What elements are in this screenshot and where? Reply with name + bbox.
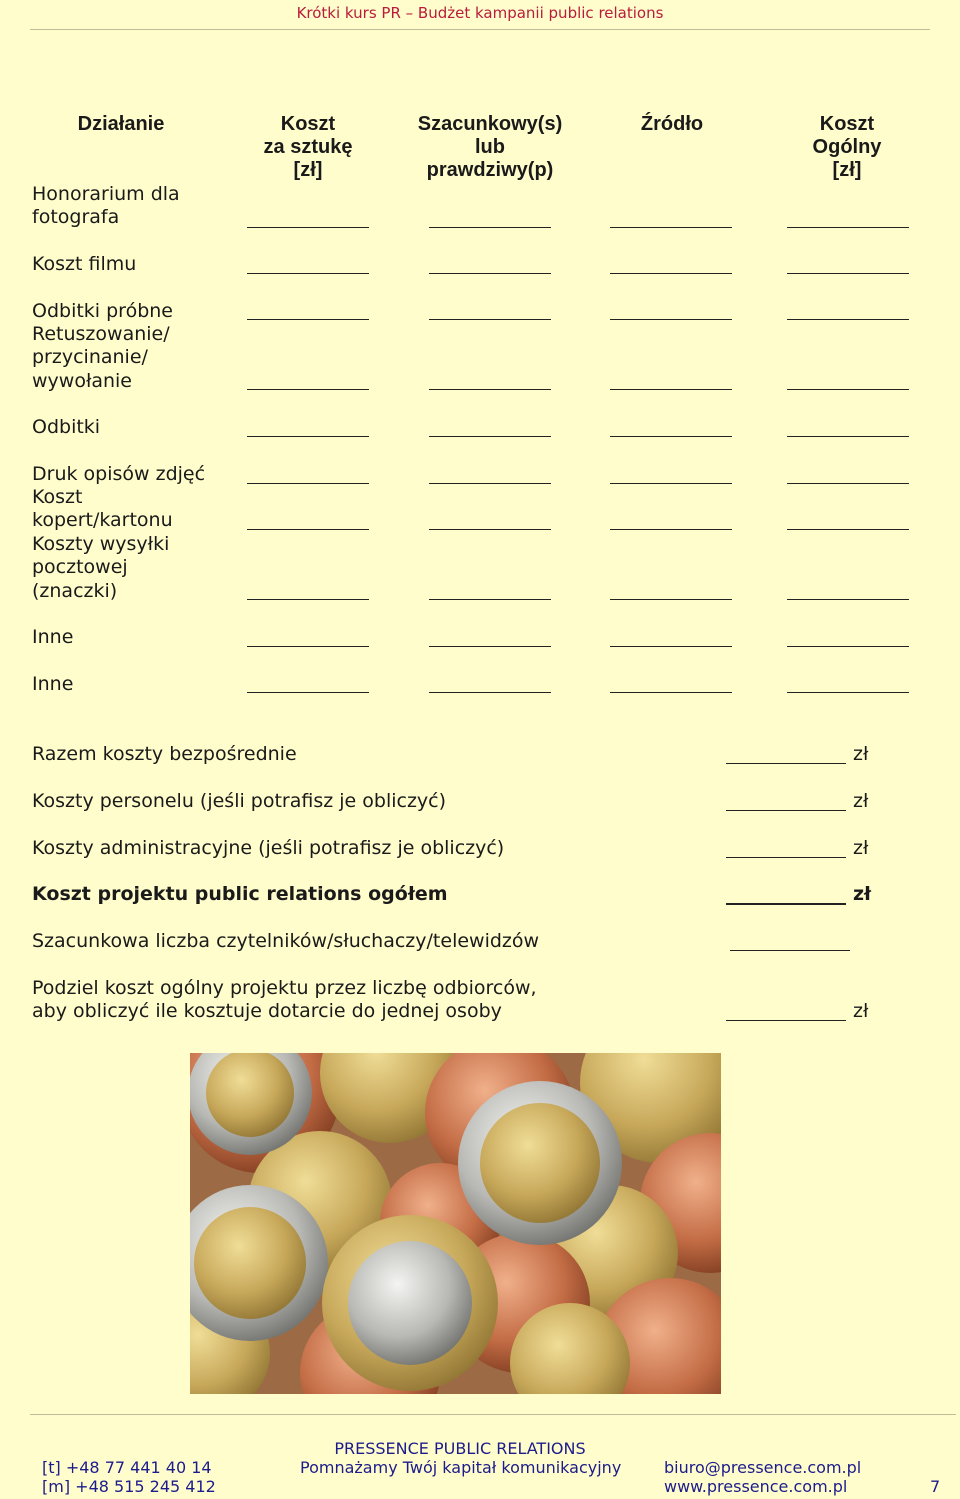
blank-r3-c2[interactable] [610, 389, 732, 390]
blank-r9-c2[interactable] [610, 692, 732, 693]
sum-admin-label: Koszty administracyjne (jeśli potrafisz je obliczyć) [32, 837, 505, 859]
row-label-inne-1 [32, 626, 232, 649]
blank-r0-c2[interactable] [610, 227, 732, 228]
row-label-koszt-kopert [32, 486, 232, 533]
blank-r3-c1[interactable] [429, 389, 551, 390]
col-head-line: Szacunkowy(s) [417, 113, 563, 135]
row-label-koszty-wysylki [32, 533, 232, 603]
blank-r1-c2[interactable] [610, 273, 732, 274]
row-label-line: Odbitki próbne [32, 300, 173, 322]
blank-r4-c0[interactable] [247, 436, 369, 437]
blank-r2-c0[interactable] [247, 319, 369, 320]
sum-podziel-unit: zł [853, 1000, 869, 1022]
footer-phone[interactable]: [t] +48 77 441 40 14 [42, 1458, 212, 1477]
col-head-zrodlo [606, 113, 738, 136]
blank-r4-c1[interactable] [429, 436, 551, 437]
euro-coins-photo [190, 1053, 721, 1394]
sum-razem-label: Razem koszty bezpośrednie [32, 743, 297, 765]
col-head-koszt-ogolny [782, 113, 912, 182]
running-header: Krótki kurs PR – Budżet kampanii public relations [296, 4, 664, 22]
row-label-koszt-filmu [32, 253, 232, 276]
col-head-line: lub [475, 136, 505, 158]
header-rule [30, 29, 930, 30]
col-head-dzialanie [32, 113, 210, 136]
row-label-line: (znaczki) [32, 579, 118, 602]
footer-mobile[interactable]: [m] +48 515 245 412 [42, 1477, 216, 1496]
blank-r6-c1[interactable] [429, 529, 551, 530]
blank-r6-c3[interactable] [787, 529, 909, 530]
col-head-line: Koszt [819, 113, 875, 135]
col-head-koszt-szt [238, 113, 378, 182]
blank-r9-c3[interactable] [787, 692, 909, 693]
blank-r2-c2[interactable] [610, 319, 732, 320]
blank-r7-c1[interactable] [429, 599, 551, 600]
col-head-szacunkowy [394, 113, 586, 182]
col-head-line: prawdziwy(p) [426, 159, 554, 181]
sum-podziel-blank[interactable] [726, 1020, 846, 1021]
sum-odbiorcy-label: Szacunkowa liczba czytelników/słuchaczy/telewidzów [32, 930, 540, 952]
blank-r4-c3[interactable] [787, 436, 909, 437]
blank-r1-c3[interactable] [787, 273, 909, 274]
blank-r0-c3[interactable] [787, 227, 909, 228]
blank-r8-c3[interactable] [787, 646, 909, 647]
row-label-line: Odbitki [32, 416, 101, 438]
footer-web[interactable]: www.pressence.com.pl [664, 1477, 848, 1496]
page-number: 7 [930, 1477, 941, 1496]
row-label-odbitki-probne [32, 300, 232, 323]
sum-razem-blank[interactable] [726, 763, 846, 764]
col-head-line: [zł] [293, 159, 323, 181]
row-label-line: Koszty wysyłki [32, 533, 170, 555]
blank-r1-c0[interactable] [247, 273, 369, 274]
blank-r3-c0[interactable] [247, 389, 369, 390]
row-label-line: Inne [32, 626, 74, 648]
col-head-dzialanie-text: Działanie [77, 113, 165, 135]
footer-slogan: Pomnażamy Twój kapitał komunikacyjny [300, 1458, 622, 1477]
sum-admin-unit: zł [853, 837, 869, 859]
blank-r3-c3[interactable] [787, 389, 909, 390]
row-label-inne-2 [32, 673, 232, 696]
sum-odbiorcy-blank[interactable] [730, 950, 850, 951]
blank-r6-c2[interactable] [610, 529, 732, 530]
col-head-line: za sztukę [263, 136, 353, 158]
blank-r6-c0[interactable] [247, 529, 369, 530]
blank-r7-c0[interactable] [247, 599, 369, 600]
row-label-retuszowanie [32, 323, 232, 393]
blank-r8-c2[interactable] [610, 646, 732, 647]
blank-r5-c0[interactable] [247, 483, 369, 484]
row-label-line: kopert/kartonu [32, 509, 173, 532]
blank-r1-c1[interactable] [429, 273, 551, 274]
row-label-honorarium [32, 183, 232, 230]
footer-company: PRESSENCE PUBLIC RELATIONS [334, 1439, 586, 1458]
blank-r2-c1[interactable] [429, 319, 551, 320]
row-label-line: pocztowej [32, 556, 128, 579]
sum-ogolem-blank[interactable] [726, 903, 846, 905]
col-head-line: Ogólny [812, 136, 882, 158]
blank-r8-c0[interactable] [247, 646, 369, 647]
row-label-line: wywołanie [32, 369, 133, 392]
blank-r0-c0[interactable] [247, 227, 369, 228]
sum-podziel-line: aby obliczyć ile kosztuje dotarcie do jednej osoby [32, 1000, 502, 1023]
sum-razem-unit: zł [853, 743, 869, 765]
row-label-line: Koszt [32, 486, 83, 508]
row-label-druk-opisow [32, 463, 232, 486]
row-label-line: Druk opisów zdjęć [32, 463, 206, 485]
row-label-line: Honorarium dla [32, 183, 180, 205]
sum-podziel-label [32, 977, 537, 1024]
blank-r5-c3[interactable] [787, 483, 909, 484]
blank-r0-c1[interactable] [429, 227, 551, 228]
blank-r8-c1[interactable] [429, 646, 551, 647]
sum-personel-label: Koszty personelu (jeśli potrafisz je obliczyć) [32, 790, 447, 812]
blank-r9-c1[interactable] [429, 692, 551, 693]
blank-r7-c2[interactable] [610, 599, 732, 600]
blank-r5-c2[interactable] [610, 483, 732, 484]
row-label-line: przycinanie/ [32, 346, 148, 369]
sum-personel-unit: zł [853, 790, 869, 812]
row-label-line: Inne [32, 673, 74, 695]
blank-r7-c3[interactable] [787, 599, 909, 600]
blank-r9-c0[interactable] [247, 692, 369, 693]
sum-personel-blank[interactable] [726, 810, 846, 811]
col-head-line: [zł] [832, 159, 862, 181]
blank-r4-c2[interactable] [610, 436, 732, 437]
footer-email[interactable]: biuro@pressence.com.pl [664, 1458, 862, 1477]
sum-admin-blank[interactable] [726, 857, 846, 858]
sum-podziel-line: Podziel koszt ogólny projektu przez liczbę odbiorców, [32, 977, 537, 999]
row-label-line: fotografa [32, 206, 120, 229]
col-head-line: Koszt [280, 113, 336, 135]
footer-rule [30, 1414, 956, 1415]
row-label-odbitki [32, 416, 232, 439]
row-label-line: Koszt filmu [32, 253, 137, 275]
sum-ogolem-unit: zł [853, 883, 872, 905]
row-label-line: Retuszowanie/ [32, 323, 170, 345]
col-head-line: Źródło [640, 113, 704, 135]
blank-r5-c1[interactable] [429, 483, 551, 484]
sum-ogolem-label: Koszt projektu public relations ogółem [32, 883, 448, 905]
blank-r2-c3[interactable] [787, 319, 909, 320]
